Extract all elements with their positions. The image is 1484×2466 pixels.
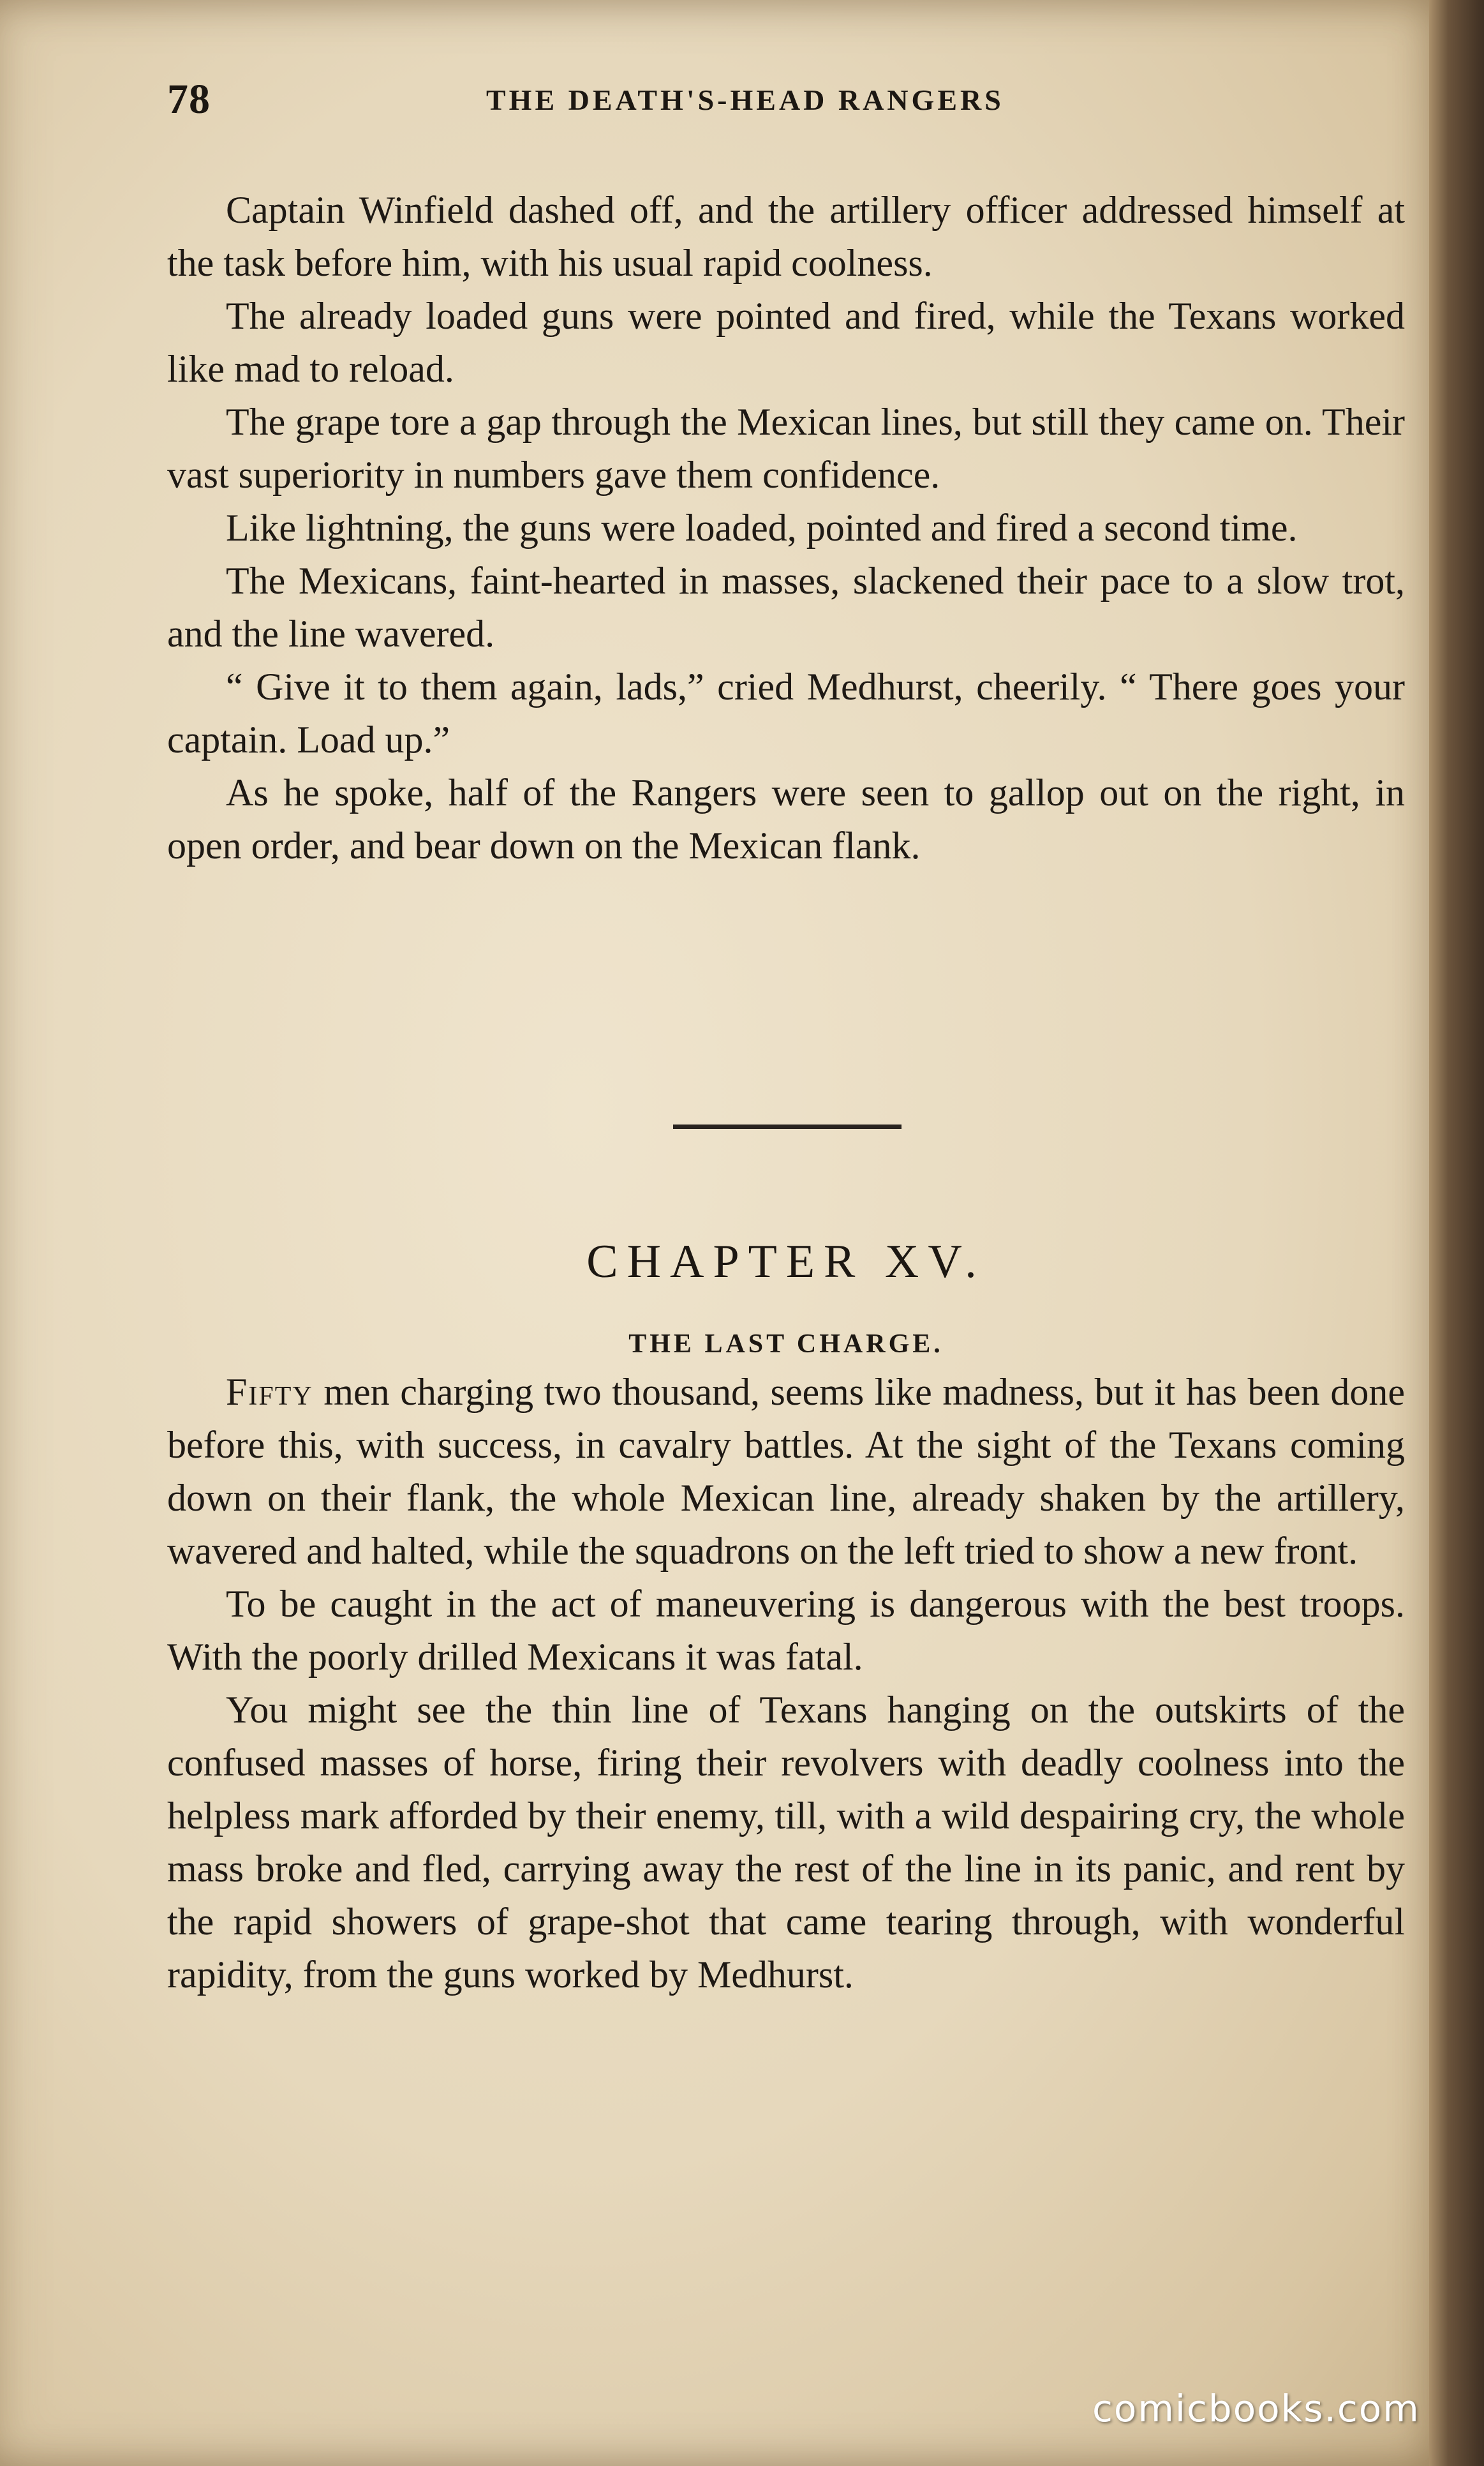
paragraph: The Mexicans, faint-hearted in masses, slackened their pace to a slow trot, and the line wavered. xyxy=(167,560,1405,655)
paragraph xyxy=(167,1366,1405,1578)
paragraph-text: men charging two thousand, seems like madness, but it has been done before this, with success, in cavalry battles. At the sight of the Texans coming down on their flank, the whole Mexican line, already shaken by the artillery, wavered and halted, while the squadrons on the left tried to show a new front. xyxy=(167,1371,1405,1572)
paragraph: The already loaded guns were pointed and fired, while the Texans worked like mad to reload. xyxy=(167,295,1405,390)
paragraph: To be caught in the act of maneuvering is dangerous with the best troops. With the poorly drilled Mexicans it was fatal. xyxy=(167,1583,1405,1678)
watermark: comicbooks.com xyxy=(1092,2387,1420,2430)
paragraph: Like lightning, the guns were loaded, pointed and fired a second time. xyxy=(226,507,1298,549)
paragraph-lead-in: Fifty xyxy=(226,1371,313,1413)
chapter-subtitle: THE LAST CHARGE. xyxy=(628,1329,944,1359)
text-after-chapter xyxy=(167,1366,1405,2001)
paragraph: Captain Winfield dashed off, and the artillery officer addressed himself at the task before him, with his usual rapid coolness. xyxy=(167,189,1405,284)
text-before-chapter xyxy=(167,184,1405,872)
paragraph: “ Give it to them again, lads,” cried Medhurst, cheerily. “ There goes your captain. Load up.” xyxy=(167,666,1405,761)
chapter-title: CHAPTER XV. xyxy=(586,1236,986,1288)
paragraph: The grape tore a gap through the Mexican lines, but still they came on. Their vast superiority in numbers gave them confidence. xyxy=(167,401,1405,496)
running-head xyxy=(167,75,1405,133)
paragraph: As he spoke, half of the Rangers were seen to gallop out on the right, in open order, and bear down on the Mexican flank. xyxy=(167,772,1405,867)
paragraph: You might see the thin line of Texans hanging on the outskirts of the confused masses of horse, firing their revolvers with deadly coolness into the helpless mark afforded by their enemy, till, with a wild despairing cry, the whole mass broke and fled, carrying away the rest of the line in its panic, and rent by the rapid showers of grape-shot that came tearing through, with wonderful rapidity, from the guns worked by Medhurst. xyxy=(167,1689,1405,1996)
section-divider-rule xyxy=(673,1125,902,1129)
running-title: THE DEATH'S-HEAD RANGERS xyxy=(486,84,1004,116)
page-edge-shadow xyxy=(1429,0,1484,2466)
page-number: 78 xyxy=(167,76,211,123)
